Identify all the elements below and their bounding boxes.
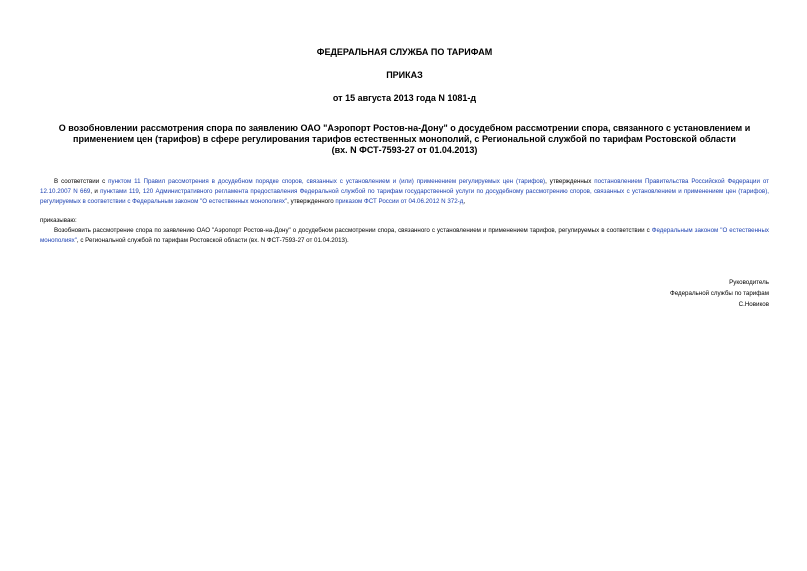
document-date-number: от 15 августа 2013 года N 1081-д (332, 93, 477, 103)
text: , утвержденного (287, 198, 336, 205)
title-line-3: (вх. N ФСТ-7593-27 от 01.04.2013) (331, 145, 478, 155)
preamble-paragraph (40, 177, 769, 207)
text: , и (90, 188, 101, 195)
signature-organization: Федеральной службы по тарифам (670, 290, 769, 297)
document-type: ПРИКАЗ (386, 70, 423, 80)
resolution-paragraph (40, 226, 769, 246)
title-line-1: О возобновлении рассмотрения спора по заявлению ОАО "Аэропорт Ростов-на-Дону" о досудебном рассмотрении спора, связанного с установлением и (58, 123, 751, 133)
text: В соответствии с (54, 178, 109, 185)
text: , с Региональной службой по тарифам Ростовской области (вх. N ФСТ-7593-27 от 01.04.2013). (76, 237, 349, 244)
title-line-2: применением цен (тарифов) в сфере регулирования тарифов естественных монополий, с Региональной службой по тарифам Ростовской области (73, 134, 736, 144)
text: , утвержденных (545, 178, 595, 185)
link-admin-regulation[interactable]: 120 Административного регламента предоставления Федеральной службой по тарифам государственной услуги по досудебному рассмотрению споров, связанных с установлением и применением цен (тарифов), регулируемых в соответствии с Федеральным законом "О естественных монополиях" (40, 188, 769, 205)
link-rules-point-11[interactable]: пунктом 11 Правил рассмотрения в досудебном порядке споров, связанных с установлением и (или) применением регулируемых цен (тарифов) (108, 178, 546, 185)
text: , (463, 198, 466, 205)
signature-name: С.Новиков (738, 301, 769, 308)
text: , (138, 188, 143, 195)
link-federal-law-monopolies[interactable]: Федеральным законом "О естественных монополиях" (40, 227, 770, 244)
signature-position: Руководитель (729, 279, 769, 286)
link-points-119[interactable]: пунктами 119 (100, 188, 139, 195)
document-title (40, 123, 769, 156)
agency-name: ФЕДЕРАЛЬНАЯ СЛУЖБА ПО ТАРИФАМ (316, 47, 493, 57)
link-government-decree[interactable]: постановлением Правительства Российской Федерации от 12.10.2007 N 669 (40, 178, 769, 195)
signature-block (670, 277, 769, 310)
order-word: приказываю: (40, 217, 77, 224)
text: Возобновить рассмотрение спора по заявлению ОАО "Аэропорт Ростов-на-Дону" о досудебном рассмотрении спора, связанного с установлением и применением тарифов, регулируемых в соответствии с (54, 227, 652, 234)
link-fst-order[interactable]: приказом ФСТ России от 04.06.2012 N 372-д (335, 198, 464, 205)
